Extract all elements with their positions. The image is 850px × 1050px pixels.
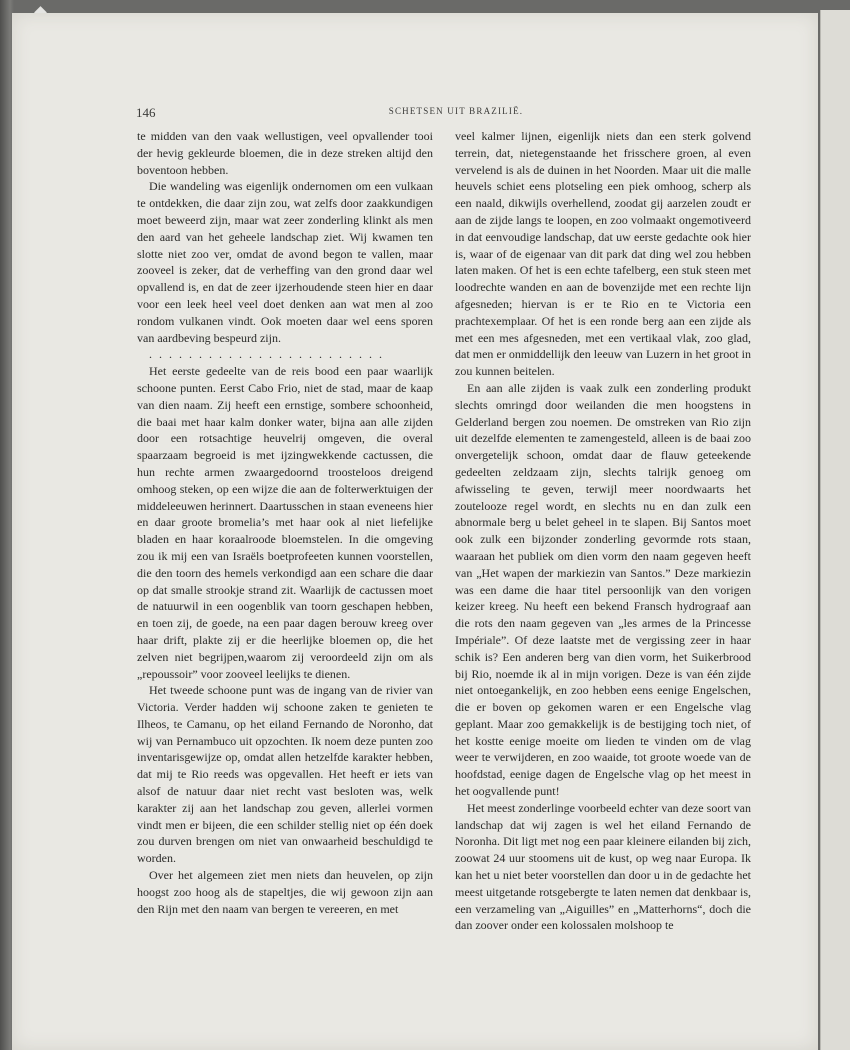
section-divider-dots: . . . . . . . . . . . . . . . . . . . . . . . . [149, 347, 384, 362]
paragraph: Het meest zonderlinge voorbeeld echter van deze soort van landschap dat wij zagen is wel het eiland Fernando de Noronha. Dit ligt met nog een paar kleinere eilanden bij zich, zoowat 24 uur stoomens uit de kust, op weg naar Europa. Ik kan het u niet beter voorstellen dan door u in de gedachte het meest uitgetande rotsgebergte te laten nemen dat denkbaar is, een verzameling van „Aiguilles” en „Matterhorns“, doch die dan zoover onder een kolossalen molshoop te [455, 800, 751, 933]
paragraph: Over het algemeen ziet men niets dan heuvelen, op zijn hoogst zoo hoog als de stapeltjes, die wij gewoon zijn aan den Rijn met den naam van bergen te vereeren, en met [137, 868, 433, 916]
right-column [455, 128, 751, 934]
paragraph: te midden van den vaak wellustigen, veel opvallender tooi der hevig gekleurde bloemen, die in deze streken altijd den boventoon hebben. [137, 129, 433, 177]
paragraph: Het tweede schoone punt was de ingang van de rivier van Victoria. Verder hadden wij schoone zaken te genieten te Ilheos, te Camanu, op het eiland Fernando de Noronho, dat wij van Pernambuco uit opzochten. Ik noem deze punten zoo inventarisgewijze op, omdat allen hetzelfde karakter hebben, dat mij te Rio reeds was opgevallen. Het heeft er iets van alsof de natuur daar niet recht vast besloten was, welk karakter zij aan het landschap zou geven, allerlei vormen vindt men er bijeen, die een schilder stellig niet op één doek zou durven brengen om niet van onwaarheid beschuldigd te worden. [137, 683, 433, 866]
page-number: 146 [136, 105, 156, 120]
paragraph: veel kalmer lijnen, eigenlijk niets dan een sterk golvend terrein, dat, nietegenstaande het frisschere groen, al even vervelend is als de duinen in het Noorden. Maar uit die malle heuvels schiet eens plotseling een piek omhoog, scherp als een naald, dikwijls overhellend, zoodat gij aarzelen zoudt er aan de zijde langs te loopen, en zoo volmaakt ongemotiveerd in dat eenvoudige landschap, dat uw eerste gedachte ook hier is, waar of de eigenaar van dit park dat ding wel zou hebben laten maken. Of het is een echte tafelberg, een stuk steen met loodrechte wanden en aan de bovenzijde met een rechte lijn afgesneden; hiervan is er te Rio en te Victoria een prachtexemplaar. Of het is een ronde berg aan een zijde als met een mes afgesneden, met een vertikaal vlak, zoo glad, dat men er onmiddellijk den leeuw van Luzern in het groot in zou kunnen beitelen. [455, 129, 751, 379]
paragraph: Die wandeling was eigenlijk ondernomen om een vulkaan te ontdekken, die daar zijn zou, wat zelfs door zaakkundigen moet beweerd zijn, maar wat zeer zonderling klinkt als men den aard van het geheele landschap ziet. Wij kwamen ten slotte niet zoo ver, omdat de avond begon te vallen, maar zooveel is zeker, dat de verheffing van den grond daar wel opvallend is, en dat de zeer ijzerhoudende steen hier en daar voor een leek heel veel doet denken aan wat men al zoo rondom vulkanen vindt. Ook moeten daar wel eens sporen van aardbeving bespeurd zijn. [137, 179, 433, 345]
next-page-edge [820, 10, 850, 1050]
page-header [136, 105, 776, 121]
running-head: SCHETSEN UIT BRAZILIË. [388, 106, 524, 116]
paragraph: En aan alle zijden is vaak zulk een zonderling produkt slechts omringd door weilanden die men hoogstens in Gelderland bergen zou noemen. De omstreken van Rio zijn uit dezelfde elementen te zamengesteld, alleen is de baai zoo onvergetelijk schoon, omdat daar de flauw geteekende gedeelten zeldzaam zijn, slechts talrijk genoeg om afwisseling te geven, terwijl meer noordwaarts het zoutelooze regel wordt, en slechts nu en dan zulk een abnormale berg u belet geheel in te slapen. Bij Santos moet ook zulk een bijzonder zonderling gevormde rots staan, waaraan het publiek om dien vorm den naam gegeven heeft van „Het wapen der markiezin van Santos.” Deze markiezin was een dame die haar titel persoonlijk van den vorigen keizer kreeg. Nu heeft een bekend Fransch hydrograaf aan die rots den naam gegeven van „les armes de la Princesse Impériale”. Of deze laatste met de vergissing zeer in haar schik is? Een anderen berg van dien vorm, het Suikerbrood bij Rio, noemde ik al in mijn vorigen. Deze is van één zijde niet ontoegankelijk, en zoo hebben eens eenige Engelschen, die er boven op gekomen waren er een Engelsche vlag geplant. Maar zoo gemakkelijk is de bestijging toch niet, of het kostte eenige moeite om lieden te vinden om de vlag weer te verwijderen, en zoo waaide, tot groote woede van de hoofdstad, eenige dagen de Engelsche vlag op het meest in het oogvallende punt! [455, 380, 751, 799]
left-column [137, 128, 433, 917]
paragraph: Het eerste gedeelte van de reis bood een paar waarlijk schoone punten. Eerst Cabo Frio, niet de stad, maar de kaap van dien naam. Zij heeft een ernstige, sombere schoonheid, die baai met haar kalm donker water, bijna aan alle zijden door een rotsachtige heuvelrij omgeven, die overal spaarzaam begroeid is met ijzingwekkende cactussen, die hun rechte armen zwaargedoornd troosteloos dreigend omhoog steken, op een wijze die aan de folterwerktuigen der middeleeuwen herinnert. Daartusschen in staan eveneens hier en daar groote bromelia’s met haar ook al niet liefelijke bladen en haar koraalroode bloemstelen. In die omgeving zou ik mij een van Israëls boetprofeeten kunnen voorstellen, die den toorn des hemels verkondigd aan een schare die daar op dat smalle strookje strand zit. Waarlijk de cactussen moet de natuurwil in een oogenblik van toorn geschapen hebben, en toen zij, de goede, na een paar dagen berouw kreeg over haar drift, plakte zij er die heerlijke bloemen op, die het zelven niet begrijpen,waarom zij veroordeeld zijn om als „repoussoir” voor zooveel leelijks te dienen. [137, 364, 433, 681]
